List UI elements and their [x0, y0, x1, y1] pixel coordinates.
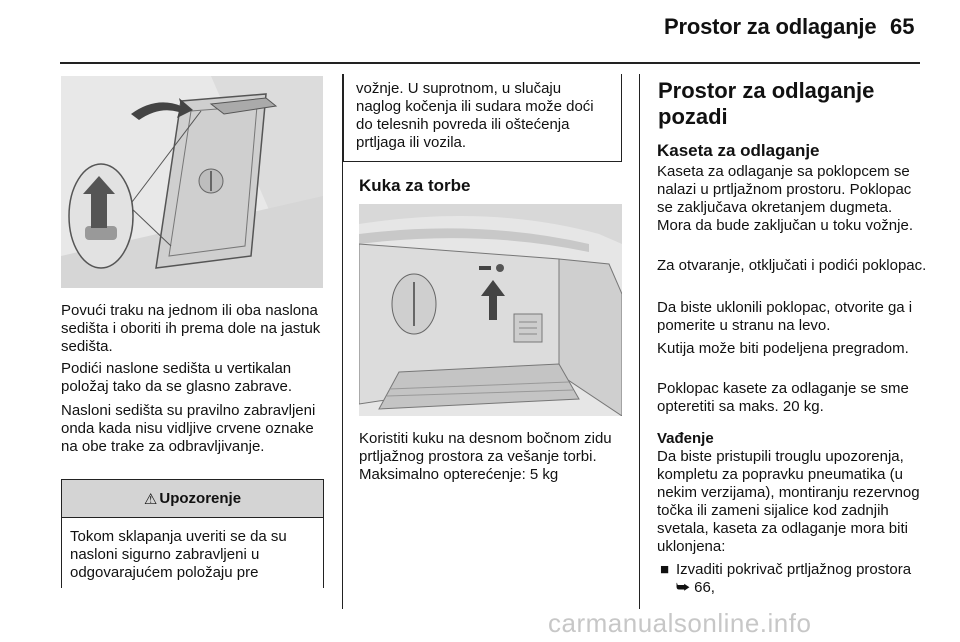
- storage-box-divider: Kutija može biti podeljena pregradom.: [657, 340, 909, 357]
- warning-triangle-icon: ⚠: [143, 490, 158, 508]
- header-divider: [60, 62, 920, 64]
- bullet-remove-cover: Izvaditi pokrivač prtljažnog prostora ⮩ 66,: [676, 561, 912, 596]
- warning-continued-text: vožnje. U suprotnom, u slučaju naglog kočenja ili sudara može doći do telesnih povreda ili oštećenja prtljaga ili vozila.: [356, 80, 594, 151]
- column-divider-right: [639, 74, 640, 609]
- warning-box: [61, 479, 324, 588]
- warning-box-continued: [343, 74, 622, 162]
- warning-title: Upozorenje: [159, 490, 242, 507]
- bag-hook-illustration: [359, 204, 622, 416]
- page-number: 65: [890, 14, 915, 39]
- storage-box-open: Za otvaranje, otključati i podići poklopac.: [657, 257, 927, 274]
- seat-backrest-figure: [61, 76, 323, 288]
- storage-box-remove-lid: Da biste uklonili poklopac, otvorite ga i pomerite u stranu na levo.: [657, 299, 913, 334]
- subsection-title-storage-box: Kaseta za odlaganje: [657, 141, 820, 160]
- seat-backrest-illustration: [61, 76, 323, 288]
- warning-text: Tokom sklapanja uveriti se da su nasloni sigurno zabravljeni u odgovarajućem položaju pre: [70, 528, 287, 581]
- instruction-bag-hook: Koristiti kuku na desnom bočnom zidu prtljažnog prostora za vešanje torbi. Maksimalno opterećenje: 5 kg: [359, 430, 612, 483]
- instruction-locked-check: Nasloni sedišta su pravilno zabravljeni onda kada nisu vidljive crvene oznake na obe trake za odbravljivanje.: [61, 402, 316, 455]
- storage-box-max-load: Poklopac kasete za odlaganje se sme opteretiti sa maks. 20 kg.: [657, 380, 909, 415]
- section-title-bag-hook: Kuka za torbe: [359, 176, 471, 195]
- instruction-raise-backrest: Podići naslone sedišta u vertikalan položaj tako da se glasno zabrave.: [61, 360, 292, 395]
- watermark: carmanualsonline.info: [548, 608, 812, 638]
- warning-header: [62, 480, 323, 518]
- instruction-fold-backrest: Povući traku na jednom ili oba naslona sedišta i oboriti ih prema dole na jastuk sedišta.: [61, 302, 321, 355]
- heading-removal: Vađenje: [657, 430, 714, 447]
- bullet-marker: ■: [660, 561, 670, 578]
- bag-hook-figure: [359, 204, 622, 416]
- page-header-title: Prostor za odlaganje: [664, 14, 877, 39]
- storage-box-description: Kaseta za odlaganje sa poklopcem se nalazi u prtljažnom prostoru. Poklopac se zaključava okretanjem dugmeta. Mora da bude zaključan u toku vožnje.: [657, 163, 913, 234]
- section-title-rear-storage: Prostor za odlaganje pozadi: [658, 78, 875, 129]
- removal-description: Da biste pristupili trouglu upozorenja, kompletu za popravku pneumatika (u nekim verzijama), montiranju rezervnog točka ili zameni sijalice kod zadnjih svetala, kaseta za odlaganje mora biti uklonjena:: [657, 448, 920, 555]
